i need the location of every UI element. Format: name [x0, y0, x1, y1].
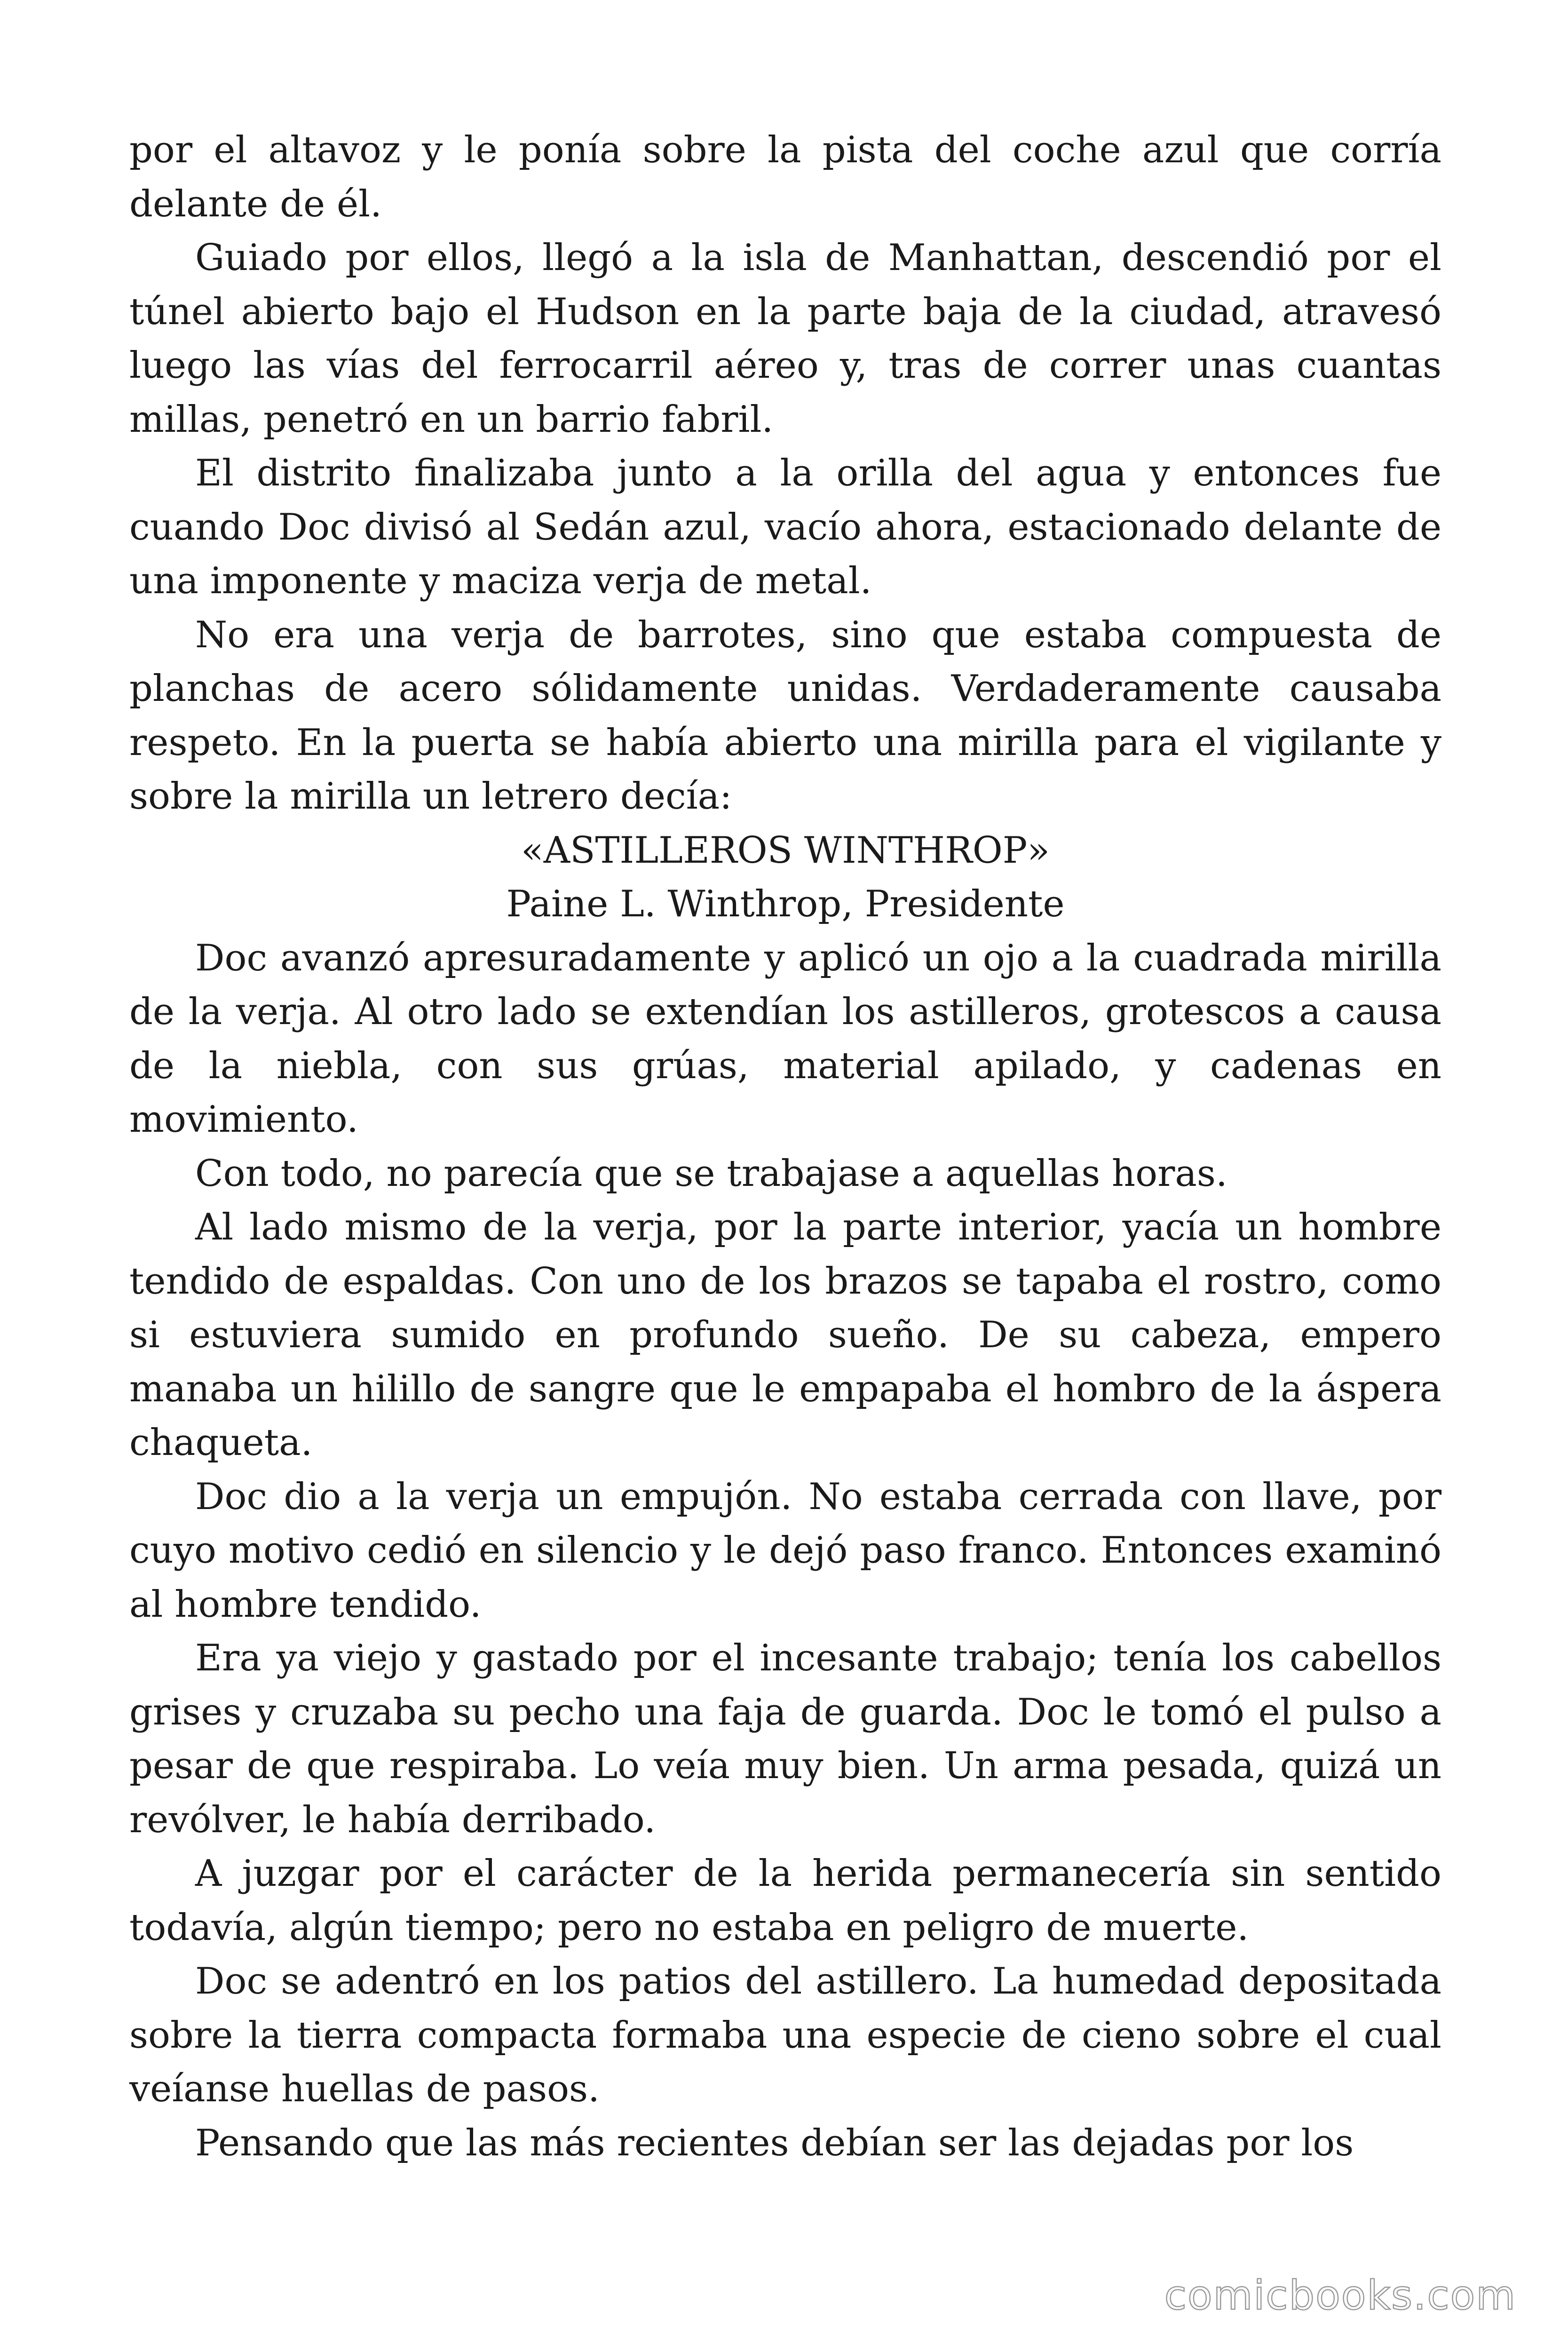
paragraph: Era ya viejo y gastado por el incesante trabajo; tenía los cabellos grises y cruzaba su pecho una faja de guarda. Doc le tomó el pulso a pesar de que respiraba. Lo veía muy bien. Un arma pesada, quizá un revólver, le había derribado. — [129, 1637, 1441, 1841]
paragraph: Al lado mismo de la verja, por la parte interior, yacía un hombre tendido de espaldas. Con uno de los brazos se tapaba el rostro, como si estuviera sumido en profundo sueño. De su cabeza, empero manaba un hilillo de sangre que le empapaba el hombro de la áspera chaqueta. — [129, 1206, 1441, 1464]
paragraph: No era una verja de barrotes, sino que estaba compuesta de planchas de acero sólidamente unidas. Verdaderamente causaba respeto. En la puerta se había abierto una mirilla para el vigilante y sobre la mirilla un letrero decía: — [129, 613, 1441, 818]
sign-title: «ASTILLEROS WINTHROP» — [521, 829, 1050, 872]
paragraph: Doc avanzó apresuradamente y aplicó un ojo a la cuadrada mirilla de la verja. Al otro lado se extendían los astilleros, grotescos a causa de la niebla, con sus grúas, material apilado, y cadenas en movimiento. — [129, 937, 1441, 1141]
paragraph: El distrito finalizaba junto a la orilla del agua y entonces fue cuando Doc divisó al Sedán azul, vacío ahora, estacionado delante de una imponente y maciza verja de metal. — [129, 452, 1441, 602]
paragraph-continuation: por el altavoz y le ponía sobre la pista del coche azul que corría delante de él. — [129, 129, 1441, 225]
paragraph: Guiado por ellos, llegó a la isla de Manhattan, descendió por el túnel abierto bajo el Hudson en la parte baja de la ciudad, atravesó luego las vías del ferrocarril aéreo y, tras de correr unas cuantas millas, penetró en un barrio fabril. — [129, 237, 1441, 441]
book-page-text — [129, 123, 1441, 2170]
watermark-logo: comicbooks.com — [1164, 2272, 1516, 2319]
paragraph: Doc dio a la verja un empujón. No estaba cerrada con llave, por cuyo motivo cedió en silencio y le dejó paso franco. Entonces examinó al hombre tendido. — [129, 1475, 1441, 1626]
paragraph: Con todo, no parecía que se trabajase a aquellas horas. — [195, 1152, 1227, 1195]
paragraph: A juzgar por el carácter de la herida permanecería sin sentido todavía, algún tiempo; pero no estaba en peligro de muerte. — [129, 1852, 1441, 1949]
sign-subtitle: Paine L. Winthrop, Presidente — [506, 883, 1065, 925]
paragraph: Pensando que las más recientes debían ser las dejadas por los — [195, 2122, 1354, 2164]
paragraph: Doc se adentró en los patios del astillero. La humedad depositada sobre la tierra compacta formaba una especie de cieno sobre el cual veíanse huellas de pasos. — [129, 1960, 1441, 2110]
